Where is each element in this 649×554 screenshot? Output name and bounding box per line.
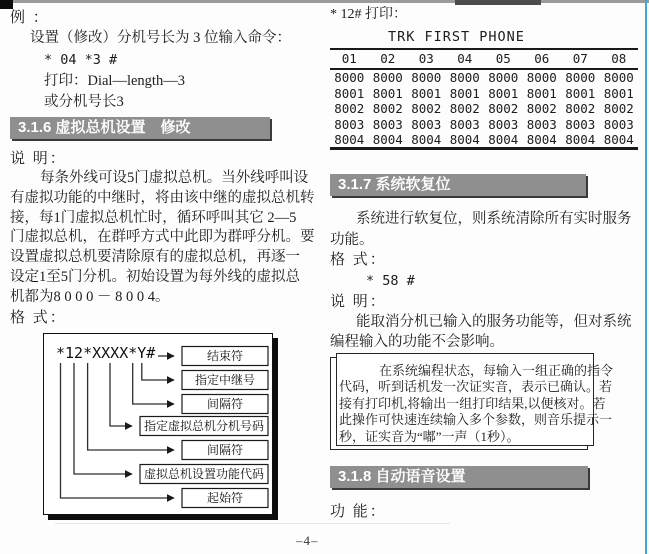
format-formula: *12*XXXX*Y# [56,343,156,362]
scan-right-edge-line [645,0,647,554]
note-line: 在系统编程状态，每输入一组正确的指令 [379,362,614,378]
diagram-label: 指定中继号 [194,372,256,387]
table-cell: 8002 [488,101,519,117]
section-316-paragraph [10,169,315,308]
table-cell: 8001 [565,85,596,101]
table-cell: 8004 [603,132,634,148]
connector-separator-2 [88,363,174,450]
table-cell: 8004 [526,132,557,148]
s317-line: 编程输入的功能不会影响。 [330,334,504,351]
table-cell: 8001 [526,85,557,101]
table-cell: 8003 [449,116,480,132]
print-command-line: * 12# 打印： [330,7,407,22]
s317-line: 系统进行软复位，则系统清除所有实时服务 [356,211,632,228]
shuoming-label: 说 明： [10,151,67,167]
table-cell: 8000 [488,70,519,86]
s317-format-command: * 58 # [366,273,415,290]
table-cell: 8001 [603,85,634,101]
table-cell: 8003 [488,116,519,132]
diagram-label: 虚拟总机设置功能代码 [143,466,265,481]
example-print-result: 打印：Dial—length—3 [44,73,185,89]
table-cell: 8002 [526,101,557,117]
table-header-row [330,50,638,70]
table-cell: 8001 [449,85,480,101]
geshi-label: 格 式： [10,309,67,326]
table-row [330,101,638,116]
table-cell: 8002 [449,101,480,117]
geshi-label: 格 式： [330,252,387,269]
table-row [330,132,638,147]
diagram-label: 间隔符 [206,396,244,411]
table-cell: 8003 [526,116,557,132]
connector-function-code [74,363,132,474]
table-cell: 8004 [565,132,596,148]
table-cell: 8000 [526,70,557,86]
paragraph-line: 门虚拟总机，在群呼方式中此即为群呼分机。要 [10,229,315,246]
diagram-label: 结束符 [206,348,244,363]
example-label: 例 ： [10,10,50,26]
connector-trunk-number [142,363,174,380]
s317-line: 功能。 [330,231,374,248]
example-line: 设置（修改）分机号长为 3 位输入命令： [30,30,291,46]
table-cell: 8003 [565,116,596,132]
table-header-cell: 03 [418,51,434,66]
table-cell: 8000 [334,70,365,86]
paragraph-line: 接，每1门虚拟总机忙时，循环呼叫其它 2—5 [10,209,297,226]
table-cell: 8000 [449,70,480,86]
table-cell: 8002 [372,101,403,117]
table-cell: 8000 [411,70,442,86]
diagram-label: 指定虚拟总机分机号码 [143,418,265,433]
table-header-cell: 05 [495,51,511,66]
gongneng-label: 功 能： [330,503,387,520]
scan-top-dark-segment [455,0,541,5]
table-cell: 8004 [449,132,480,148]
table-header-cell: 01 [341,51,357,66]
table-cell: 8001 [488,85,519,101]
diagram-label: 间隔符 [206,442,244,457]
table-cell: 8002 [411,101,442,117]
table-cell: 8003 [334,116,365,132]
table-row [330,70,638,85]
note-line: 此操作可快速连续输入多个参数，则音乐提示一 [339,412,613,428]
scan-top-edge [0,0,649,3]
programming-note-box [330,357,614,450]
s317-line: 能取消分机已输入的服务功能等，但对系统 [356,313,632,330]
table-cell: 8000 [372,70,403,86]
table-title: TRK FIRST PHONE [388,29,525,45]
table-row [330,86,638,101]
paragraph-line: 有虚拟功能的中继时，将由该中继的虚拟总机转 [10,189,315,206]
scan-faint-rule [55,523,450,524]
paragraph-line: 设置虚拟总机要清除原有的虚拟总机，再逐一 [10,249,300,266]
format-diagram-box [43,333,273,515]
section-heading-317: 3.1.7 系统软复位 [330,174,586,196]
table-cell: 8003 [603,116,634,132]
table-cell: 8000 [565,70,596,86]
example-command: * 04 *3 # [44,52,118,68]
table-cell: 8004 [334,132,365,148]
table-cell: 8001 [372,85,403,101]
table-cell: 8002 [334,101,365,117]
table-cell: 8001 [334,85,365,101]
table-cell: 8004 [411,132,442,148]
table-header-cell: 07 [572,51,588,66]
example-alt-result: 或分机号长3 [44,94,124,110]
table-cell: 8002 [603,101,634,117]
table-cell: 8002 [565,101,596,117]
connector-extension-number [110,363,132,426]
table-cell: 8001 [411,85,442,101]
page-number: –4– [296,533,319,548]
shuoming-label: 说 明： [330,293,387,310]
note-line: 接有打印机,将输出一组打印结果,以便核对。若 [339,395,606,411]
left-column [10,8,315,515]
trk-first-phone-table [330,48,638,150]
connector-separator-1 [133,363,174,404]
note-line: 代码，听到话机发一次证实音，表示已确认。若 [339,379,613,395]
diagram-label: 起始符 [206,490,244,505]
table-cell: 8004 [488,132,519,148]
format-diagram [44,334,274,514]
section-heading-316: 3.1.6 虚拟总机设置 修改 [10,117,270,139]
table-header-cell: 06 [534,51,550,66]
table-cell: 8003 [372,116,403,132]
table-header-cell: 02 [380,51,396,66]
table-header-cell: 04 [457,51,473,66]
paragraph-line: 设定1至5门分机。初始设置为每外线的虚拟总 [10,268,300,285]
table-cell: 8003 [411,116,442,132]
section-heading-318: 3.1.8 自动语音设置 [330,466,588,488]
note-line: 秒，证实音为“嘟”一声（1秒）。 [339,428,520,444]
table-cell: 8000 [603,70,634,86]
table-cell: 8004 [372,132,403,148]
table-row [330,117,638,132]
table-header-cell: 08 [611,51,627,66]
right-column [330,6,642,522]
paragraph-line: 机都为8 0 0 0 － 8 0 0 4。 [10,288,170,305]
paragraph-line: 每条外线可设5门虚拟总机。当外线呼叫设 [40,170,309,186]
